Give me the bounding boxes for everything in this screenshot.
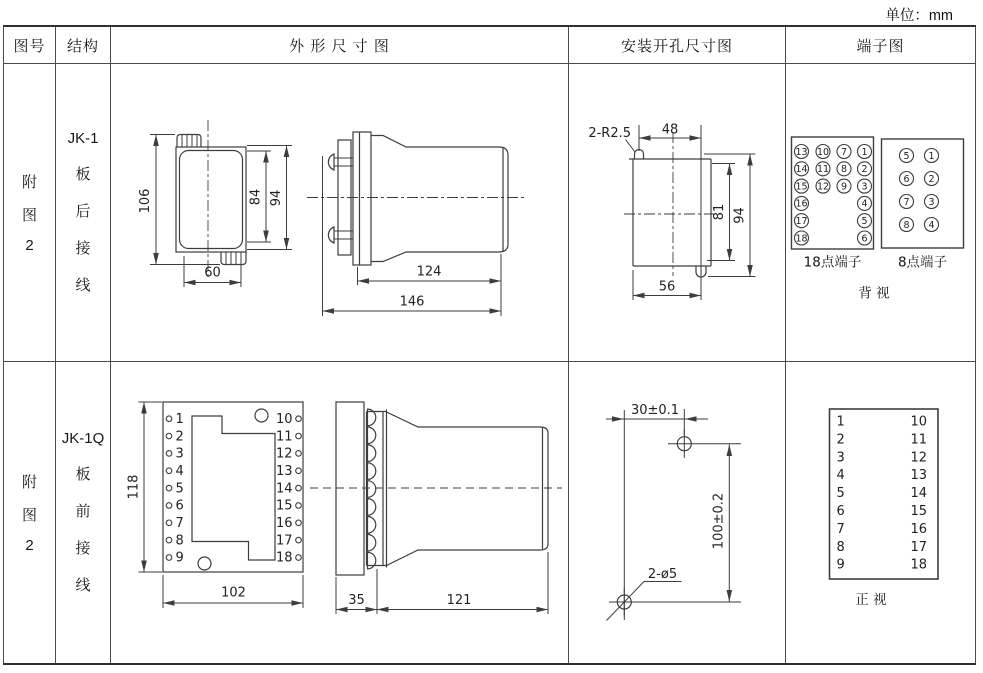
terminal-number: 1 [861,146,868,158]
header-mounting-dims: 安装开孔尺寸图 [569,26,786,64]
structure-model: JK-1Q [61,429,105,447]
terminal-dot [166,451,172,457]
terminal-number: 18 [795,233,808,245]
dim-label-100: 100±0.2 [711,492,727,550]
view-label-front: 正 视 [855,592,887,608]
relay-body-side [387,412,549,566]
tab-hatch [182,135,197,148]
terminal-number: 6 [175,498,184,514]
terminal-dot [296,485,302,491]
terminal-number: 15 [910,504,927,519]
relay-front-outline [176,147,246,252]
dim-label-121: 121 [446,593,472,608]
dim-label-35: 35 [348,593,365,608]
terminal-number: 8 [175,533,184,549]
relay-body-front [192,416,275,560]
outline-drawing-jk1-cell [111,64,569,362]
figure-char: 附 [21,174,37,191]
terminal-dot [166,503,172,509]
terminal-number: 18 [910,557,927,573]
terminal-number: 14 [795,164,808,176]
mounting-drawing-jk1q-cell [569,362,786,664]
terminal-number: 12 [910,450,927,466]
mounting-hole [255,409,268,422]
terminal-dot [296,537,302,543]
mounting-hole [198,557,211,570]
unit-label: 单位：mm [885,8,953,24]
terminal-number: 1 [836,414,845,430]
terminal-number: 4 [861,198,868,210]
dim-label-106: 106 [138,188,153,214]
relay-body-side [371,136,508,262]
mounting-drawing-jk1q [569,362,784,662]
screw-shaft [334,231,353,239]
outline-drawing-jk1 [111,64,567,360]
terminal-number: 5 [836,486,845,502]
terminal-number: 10 [910,414,927,430]
structure-char: 板 [75,465,91,483]
terminal-number: 10 [275,411,293,427]
terminal-dot [296,520,302,526]
terminal-number: 7 [903,196,910,208]
structure-cell [56,64,111,362]
terminal-number: 12 [816,181,830,193]
hole-cross-lines [609,588,741,617]
view-label-back: 背 视 [858,285,890,302]
figure-no-cell [4,362,56,664]
terminal-dot [166,555,172,561]
terminal-number: 11 [275,429,293,445]
terminal-grid-8 [900,149,939,232]
structure-char: 板 [75,166,91,183]
table-row-jk1 [4,64,976,362]
terminal-number: 6 [836,504,845,519]
terminal-number: 13 [795,146,808,158]
terminal-number: 16 [910,521,927,537]
terminal-number: 5 [903,150,910,162]
ext-lines-118 [139,402,163,572]
ext-lines-106 [150,135,220,265]
terminal-number: 17 [910,539,927,555]
structure-cell [56,362,111,664]
terminal-18-label: 18点端子 [803,254,862,271]
label-2-r2.5: 2-R2.5 [588,126,631,141]
terminal-number: 1 [928,150,935,162]
relay-front-inner [180,151,243,249]
terminal-number: 7 [836,521,845,537]
structure-model: JK-1 [67,130,99,147]
table-row-jk1q [4,362,976,664]
ext-lines-48 [639,122,701,300]
structure-char: 接 [75,539,91,557]
figure-char: 2 [25,536,34,554]
tab-hatch [226,252,241,265]
terminal-number: 3 [928,196,935,208]
terminal-number: 8 [840,164,848,176]
terminal-dot [296,416,302,422]
terminal-number: 14 [275,481,293,497]
terminal-number: 16 [795,198,808,210]
outline-drawing-jk1q-cell [111,362,569,664]
spec-table [3,25,976,665]
cutout-outline [633,159,711,266]
dim-label-60: 60 [204,265,221,281]
terminal-number: 9 [836,557,845,573]
terminal-number: 8 [903,219,910,231]
panel-section [336,402,364,575]
terminal-number: 4 [175,463,184,479]
dim-label-56: 56 [658,279,676,295]
structure-char: 后 [75,203,91,220]
ext-lines-124-146 [323,156,502,316]
terminal-dot [166,485,172,491]
hole-cross-lines [668,430,741,459]
front-terminals-left [166,412,184,566]
outline-drawing-jk1q [111,362,567,662]
front-terminals-right [276,412,301,566]
terminal-number: 6 [903,173,910,185]
terminal-block-8 [882,139,964,248]
terminal-dot [296,433,302,439]
terminal-number: 3 [861,181,868,193]
figure-no-cell [4,64,56,362]
dim-label-84: 84 [248,188,264,206]
terminal-strip [367,410,387,568]
terminal-dot [296,503,302,509]
header-terminal-diagram: 端子图 [786,26,976,64]
terminal-dot [166,537,172,543]
dim-label-102: 102 [221,585,246,601]
dim-label-124: 124 [416,264,442,280]
terminal-diagram-jk1q-cell [786,362,976,664]
terminal-number: 11 [910,432,927,448]
terminal-number: 4 [836,468,845,484]
header-outline-dims: 外 形 尺 寸 图 [111,26,569,64]
mounting-screw [328,154,334,170]
dim-label-94: 94 [269,189,284,207]
terminal-dot [296,451,302,457]
terminal-number: 3 [836,450,845,466]
dim-label-118: 118 [126,474,142,500]
terminal-number: 17 [795,216,808,227]
screw-shaft [334,158,353,166]
dim-label-81: 81 [712,203,727,221]
terminal-number: 14 [910,486,927,502]
terminal-number: 15 [275,498,293,514]
terminal-dot [166,433,172,439]
terminal-dot [296,555,302,561]
figure-char: 附 [21,473,37,491]
mounting-screw [328,227,334,243]
terminal-number: 16 [275,516,293,531]
terminal-diagram-jk1 [786,64,974,360]
terminal-number: 8 [836,539,845,555]
dim-label-146: 146 [399,294,425,310]
mounting-drawing-jk1 [569,64,784,360]
terminal-number: 7 [840,146,848,158]
terminal-dot [166,468,172,474]
terminal-number: 1 [175,411,184,427]
terminal-number: 15 [795,181,808,193]
terminal-number: 3 [175,446,184,462]
terminal-number: 11 [816,164,830,176]
figure-char: 2 [25,237,34,254]
structure-char: 线 [75,277,91,294]
header-row [4,26,976,64]
dim-label-30: 30±0.1 [630,403,680,418]
dim-label-94: 94 [732,207,748,224]
structure-char: 前 [75,502,91,520]
terminal-dot [296,468,302,474]
terminal-number: 2 [861,164,868,176]
terminal-number: 13 [910,468,927,484]
terminal-number: 5 [861,216,868,227]
terminal-number: 13 [275,463,293,479]
terminal-number: 12 [275,446,293,462]
terminal-dot [166,520,172,526]
header-structure: 结构 [56,26,111,64]
terminal-number: 9 [840,181,848,193]
terminal-list-right [910,415,927,573]
terminal-list-left [837,415,845,573]
terminal-8-label: 8点端子 [897,254,948,271]
leader-r2.5 [626,140,636,153]
terminal-number: 2 [175,429,184,445]
terminal-number: 6 [861,233,868,245]
terminal-number: 4 [928,219,935,231]
terminal-number: 9 [175,550,184,566]
terminal-diagram-jk1q [786,362,974,662]
terminal-diagram-jk1-cell [786,64,976,362]
header-figure-no: 图号 [4,26,56,64]
figure-char: 图 [21,506,37,524]
terminal-grid-18 [795,145,872,246]
dim-label-48: 48 [661,122,679,138]
mounting-drawing-jk1-cell [569,64,786,362]
terminal-dot [166,416,172,422]
structure-char: 线 [75,576,91,594]
label-2-d5: 2-ø5 [647,567,678,582]
figure-char: 图 [21,207,37,224]
relay-flange [353,132,371,265]
bottom-connector-tab [221,252,246,265]
terminal-number: 2 [836,432,845,448]
terminal-number: 17 [275,533,293,549]
terminal-number: 18 [275,550,293,566]
terminal-screws [368,409,376,569]
terminal-number: 7 [175,516,184,531]
structure-char: 接 [75,240,91,257]
terminal-number: 10 [816,146,830,158]
terminal-number: 2 [928,173,935,185]
terminal-number: 5 [175,481,184,497]
